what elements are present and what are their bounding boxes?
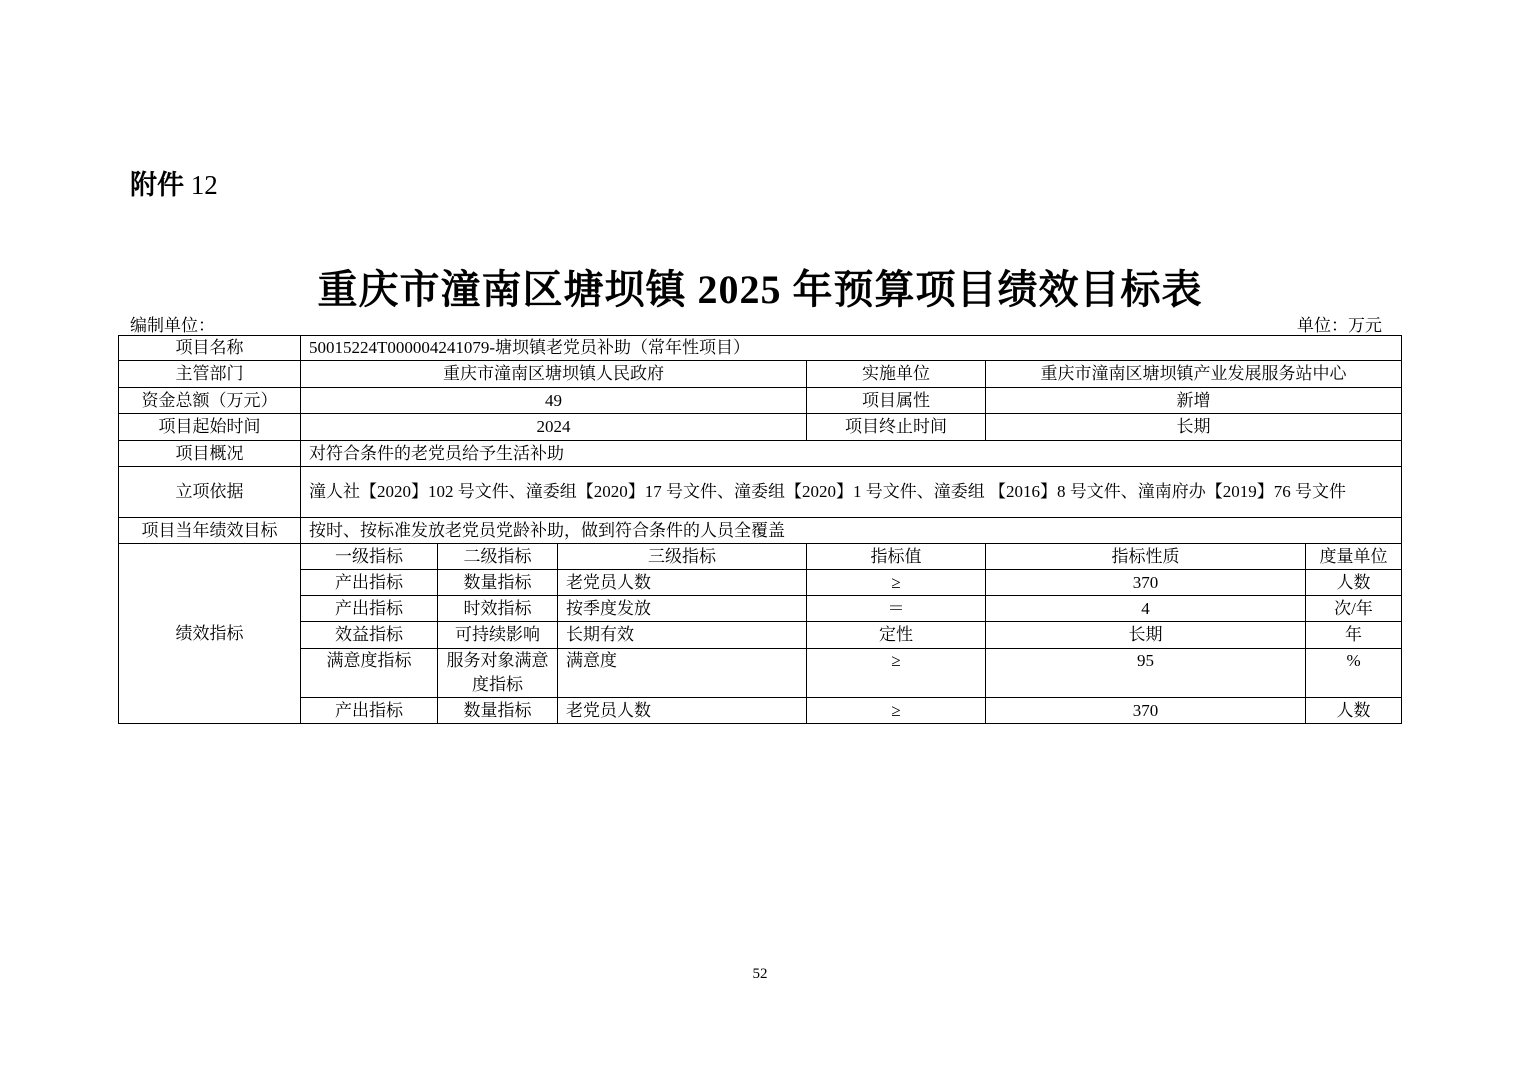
start-value: 2024: [301, 414, 807, 441]
nature-cell: 95: [986, 649, 1306, 698]
header-unit: 度量单位: [1306, 544, 1402, 570]
nature-cell: 长期: [986, 622, 1306, 649]
table-row: [119, 649, 1402, 698]
table-row: [119, 570, 1402, 596]
level3-cell: 满意度: [558, 649, 807, 698]
fund-label: 资金总额（万元）: [119, 388, 301, 414]
impl-value: 重庆市潼南区塘坝镇产业发展服务站中心: [986, 361, 1402, 388]
dept-label: 主管部门: [119, 361, 301, 388]
impl-label: 实施单位: [807, 361, 986, 388]
value-cell: 定性: [807, 622, 986, 649]
attachment-heading: [130, 163, 218, 202]
row-project-name: [119, 336, 1402, 361]
page-title: 重庆市潼南区塘坝镇 2025 年预算项目绩效目标表: [317, 267, 1203, 312]
unit-cell: 人数: [1306, 570, 1402, 596]
row-overview: [119, 441, 1402, 467]
indicators-section-label: 绩效指标: [119, 544, 301, 724]
performance-table: [118, 335, 1402, 724]
unit-cell: 年: [1306, 622, 1402, 649]
unit-label: 单位：万元: [1297, 316, 1382, 335]
unit-cell: %: [1306, 649, 1402, 698]
level1-cell: 产出指标: [301, 698, 438, 724]
project-name-value: 50015224T000004241079-塘坝镇老党员补助（常年性项目）: [301, 336, 1402, 361]
row-fund: [119, 388, 1402, 414]
nature-cell: 370: [986, 698, 1306, 724]
level3-cell: 长期有效: [558, 622, 807, 649]
basis-label: 立项依据: [119, 467, 301, 518]
goal-label: 项目当年绩效目标: [119, 518, 301, 544]
header-level3: 三级指标: [558, 544, 807, 570]
row-goal: [119, 518, 1402, 544]
level2-cell: 数量指标: [438, 570, 558, 596]
header-level2: 二级指标: [438, 544, 558, 570]
level1-cell: 效益指标: [301, 622, 438, 649]
nature-cell: 4: [986, 596, 1306, 622]
level2-cell: 数量指标: [438, 698, 558, 724]
level1-cell: 产出指标: [301, 596, 438, 622]
level3-cell: 老党员人数: [558, 570, 807, 596]
value-cell: ≥: [807, 698, 986, 724]
start-label: 项目起始时间: [119, 414, 301, 441]
end-value: 长期: [986, 414, 1402, 441]
dept-value: 重庆市潼南区塘坝镇人民政府: [301, 361, 807, 388]
unit-cell: 次/年: [1306, 596, 1402, 622]
unit-cell: 人数: [1306, 698, 1402, 724]
table-row: [119, 596, 1402, 622]
level1-cell: 产出指标: [301, 570, 438, 596]
value-cell: ＝: [807, 596, 986, 622]
level2-cell: 可持续影响: [438, 622, 558, 649]
value-cell: ≥: [807, 570, 986, 596]
indicator-header-row: [119, 544, 1402, 570]
header-level1: 一级指标: [301, 544, 438, 570]
prepared-by-label: 编制单位：: [130, 316, 215, 335]
goal-value: 按时、按标准发放老党员党龄补助，做到符合条件的人员全覆盖: [301, 518, 1402, 544]
nature-cell: 370: [986, 570, 1306, 596]
level2-cell: 服务对象满意度指标: [438, 649, 558, 698]
row-department: [119, 361, 1402, 388]
table-row: [119, 698, 1402, 724]
header-value: 指标值: [807, 544, 986, 570]
level3-cell: 按季度发放: [558, 596, 807, 622]
level3-cell: 老党员人数: [558, 698, 807, 724]
basis-value: 潼人社【2020】102 号文件、潼委组【2020】17 号文件、潼委组【2020】1 号文件、潼委组 【2016】8 号文件、潼南府办【2019】76 号文件: [301, 467, 1402, 518]
attr-value: 新增: [986, 388, 1402, 414]
overview-value: 对符合条件的老党员给予生活补助: [301, 441, 1402, 467]
page-number: 52: [752, 966, 768, 982]
attachment-label: 附件: [130, 170, 184, 201]
project-name-label: 项目名称: [119, 336, 301, 361]
end-label: 项目终止时间: [807, 414, 986, 441]
value-cell: ≥: [807, 649, 986, 698]
attachment-number: 12: [190, 170, 218, 200]
level2-cell: 时效指标: [438, 596, 558, 622]
row-time: [119, 414, 1402, 441]
fund-value: 49: [301, 388, 807, 414]
table-row: [119, 622, 1402, 649]
overview-label: 项目概况: [119, 441, 301, 467]
row-basis: [119, 467, 1402, 518]
level1-cell: 满意度指标: [301, 649, 438, 698]
attr-label: 项目属性: [807, 388, 986, 414]
header-nature: 指标性质: [986, 544, 1306, 570]
